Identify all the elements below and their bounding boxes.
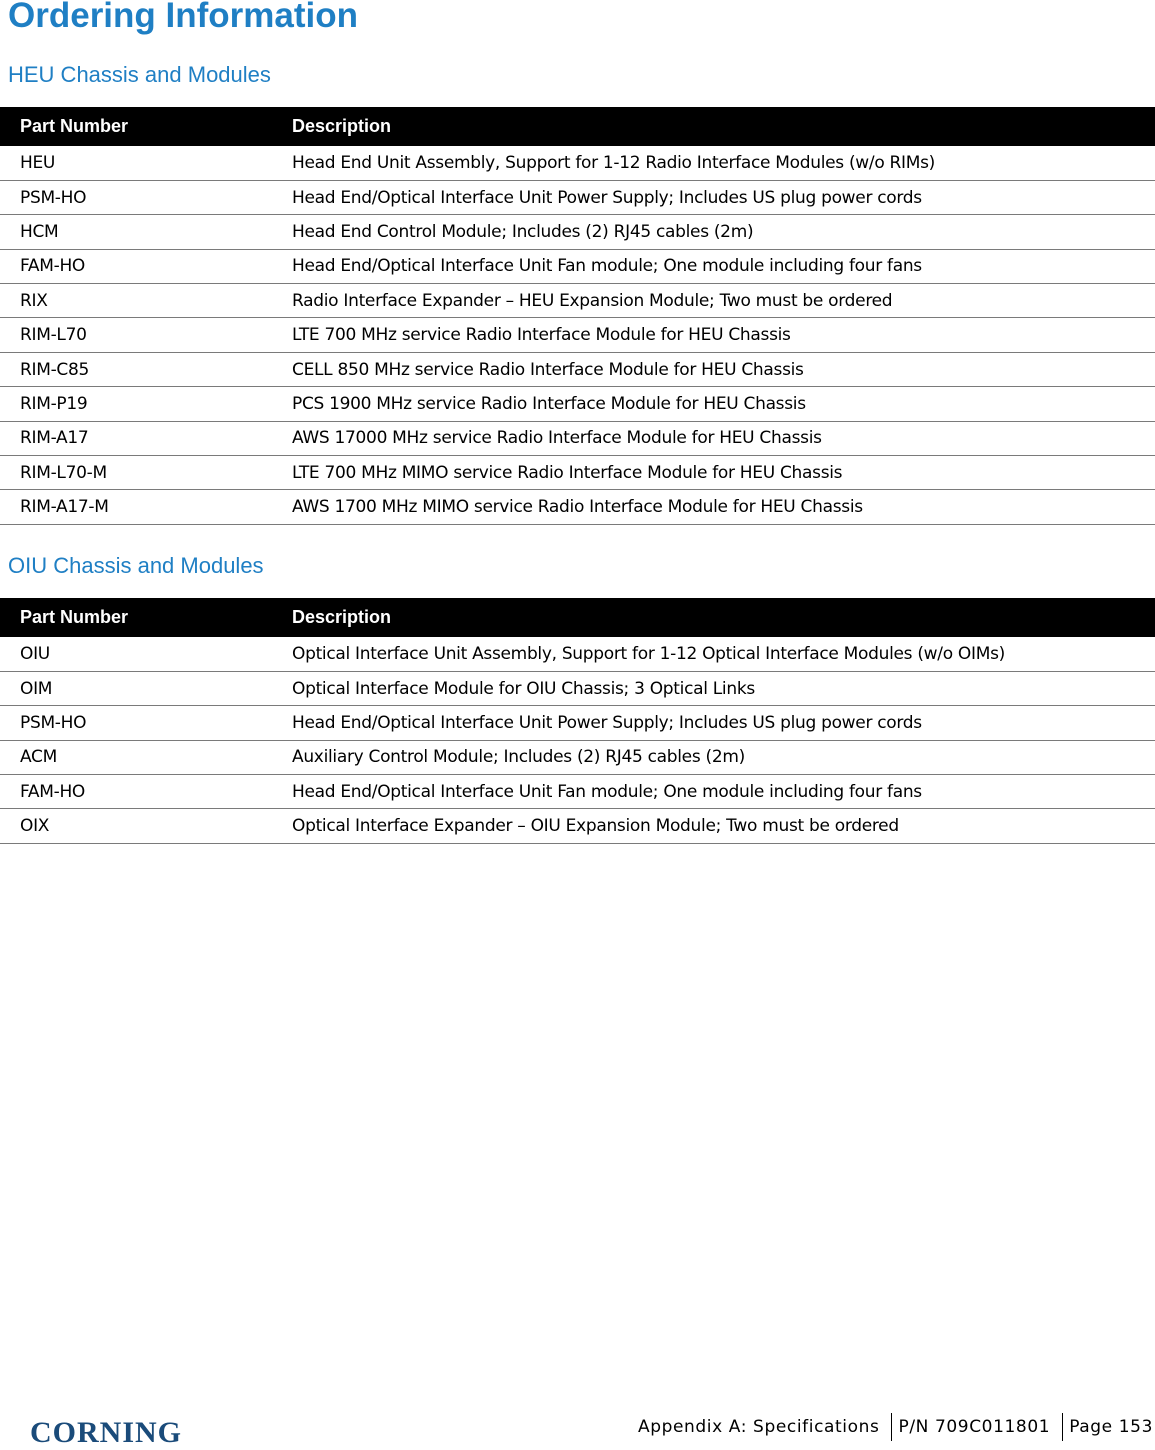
footer-divider [891,1413,892,1441]
description-cell: Head End/Optical Interface Unit Power Supply; Includes US plug power cords [271,180,1155,214]
part-number-cell: OIX [0,809,271,843]
table-row [0,490,1155,524]
table-row [0,249,1155,283]
page-footer [638,1413,1153,1441]
column-header-description: Description [271,107,1155,146]
footer-divider [1062,1413,1063,1441]
table-row [0,180,1155,214]
part-number-cell: OIU [0,637,271,671]
page-title: Ordering Information [8,0,358,35]
table-row [0,456,1155,490]
footer-page-number: Page 153 [1069,1417,1153,1437]
table-header-row [0,598,1155,637]
oiu-section-title: OIU Chassis and Modules [8,553,264,578]
part-number-cell: RIM-C85 [0,352,271,386]
table-row [0,637,1155,671]
column-header-part-number: Part Number [0,598,271,637]
description-cell: CELL 850 MHz service Radio Interface Module for HEU Chassis [271,352,1155,386]
table-row [0,387,1155,421]
part-number-cell: ACM [0,740,271,774]
column-header-part-number: Part Number [0,107,271,146]
table-row [0,421,1155,455]
description-cell: Head End/Optical Interface Unit Power Supply; Includes US plug power cords [271,706,1155,740]
part-number-cell: RIM-A17-M [0,490,271,524]
part-number-cell: RIM-A17 [0,421,271,455]
table-row [0,146,1155,180]
part-number-cell: HCM [0,215,271,249]
part-number-cell: FAM-HO [0,249,271,283]
table-row [0,215,1155,249]
table-row [0,740,1155,774]
description-cell: Head End/Optical Interface Unit Fan module; One module including four fans [271,775,1155,809]
description-cell: Radio Interface Expander – HEU Expansion Module; Two must be ordered [271,284,1155,318]
heu-section-title: HEU Chassis and Modules [8,62,271,87]
part-number-cell: PSM-HO [0,180,271,214]
part-number-cell: RIM-P19 [0,387,271,421]
description-cell: LTE 700 MHz MIMO service Radio Interface Module for HEU Chassis [271,456,1155,490]
part-number-cell: OIM [0,671,271,705]
description-cell: Optical Interface Module for OIU Chassis; 3 Optical Links [271,671,1155,705]
description-cell: AWS 17000 MHz service Radio Interface Module for HEU Chassis [271,421,1155,455]
table-header-row [0,107,1155,146]
description-cell: Head End Control Module; Includes (2) RJ45 cables (2m) [271,215,1155,249]
part-number-cell: RIX [0,284,271,318]
description-cell: Optical Interface Expander – OIU Expansion Module; Two must be ordered [271,809,1155,843]
description-cell: Auxiliary Control Module; Includes (2) RJ45 cables (2m) [271,740,1155,774]
part-number-cell: RIM-L70 [0,318,271,352]
oiu-parts-table [0,598,1155,844]
table-row [0,671,1155,705]
table-row [0,318,1155,352]
description-cell: PCS 1900 MHz service Radio Interface Module for HEU Chassis [271,387,1155,421]
description-cell: LTE 700 MHz service Radio Interface Module for HEU Chassis [271,318,1155,352]
footer-section: Appendix A: Specifications [637,1417,880,1437]
footer-part-number: P/N 709C011801 [898,1417,1051,1437]
description-cell: Head End/Optical Interface Unit Fan module; One module including four fans [271,249,1155,283]
part-number-cell: RIM-L70-M [0,456,271,490]
heu-parts-table [0,107,1155,525]
column-header-description: Description [271,598,1155,637]
part-number-cell: FAM-HO [0,775,271,809]
description-cell: AWS 1700 MHz MIMO service Radio Interface Module for HEU Chassis [271,490,1155,524]
table-row [0,809,1155,843]
description-cell: Head End Unit Assembly, Support for 1-12 Radio Interface Modules (w/o RIMs) [271,146,1155,180]
table-row [0,284,1155,318]
description-cell: Optical Interface Unit Assembly, Support for 1-12 Optical Interface Modules (w/o OIMs) [271,637,1155,671]
table-row [0,352,1155,386]
table-row [0,775,1155,809]
part-number-cell: HEU [0,146,271,180]
part-number-cell: PSM-HO [0,706,271,740]
table-row [0,706,1155,740]
corning-logo: CORNING [30,1416,183,1449]
